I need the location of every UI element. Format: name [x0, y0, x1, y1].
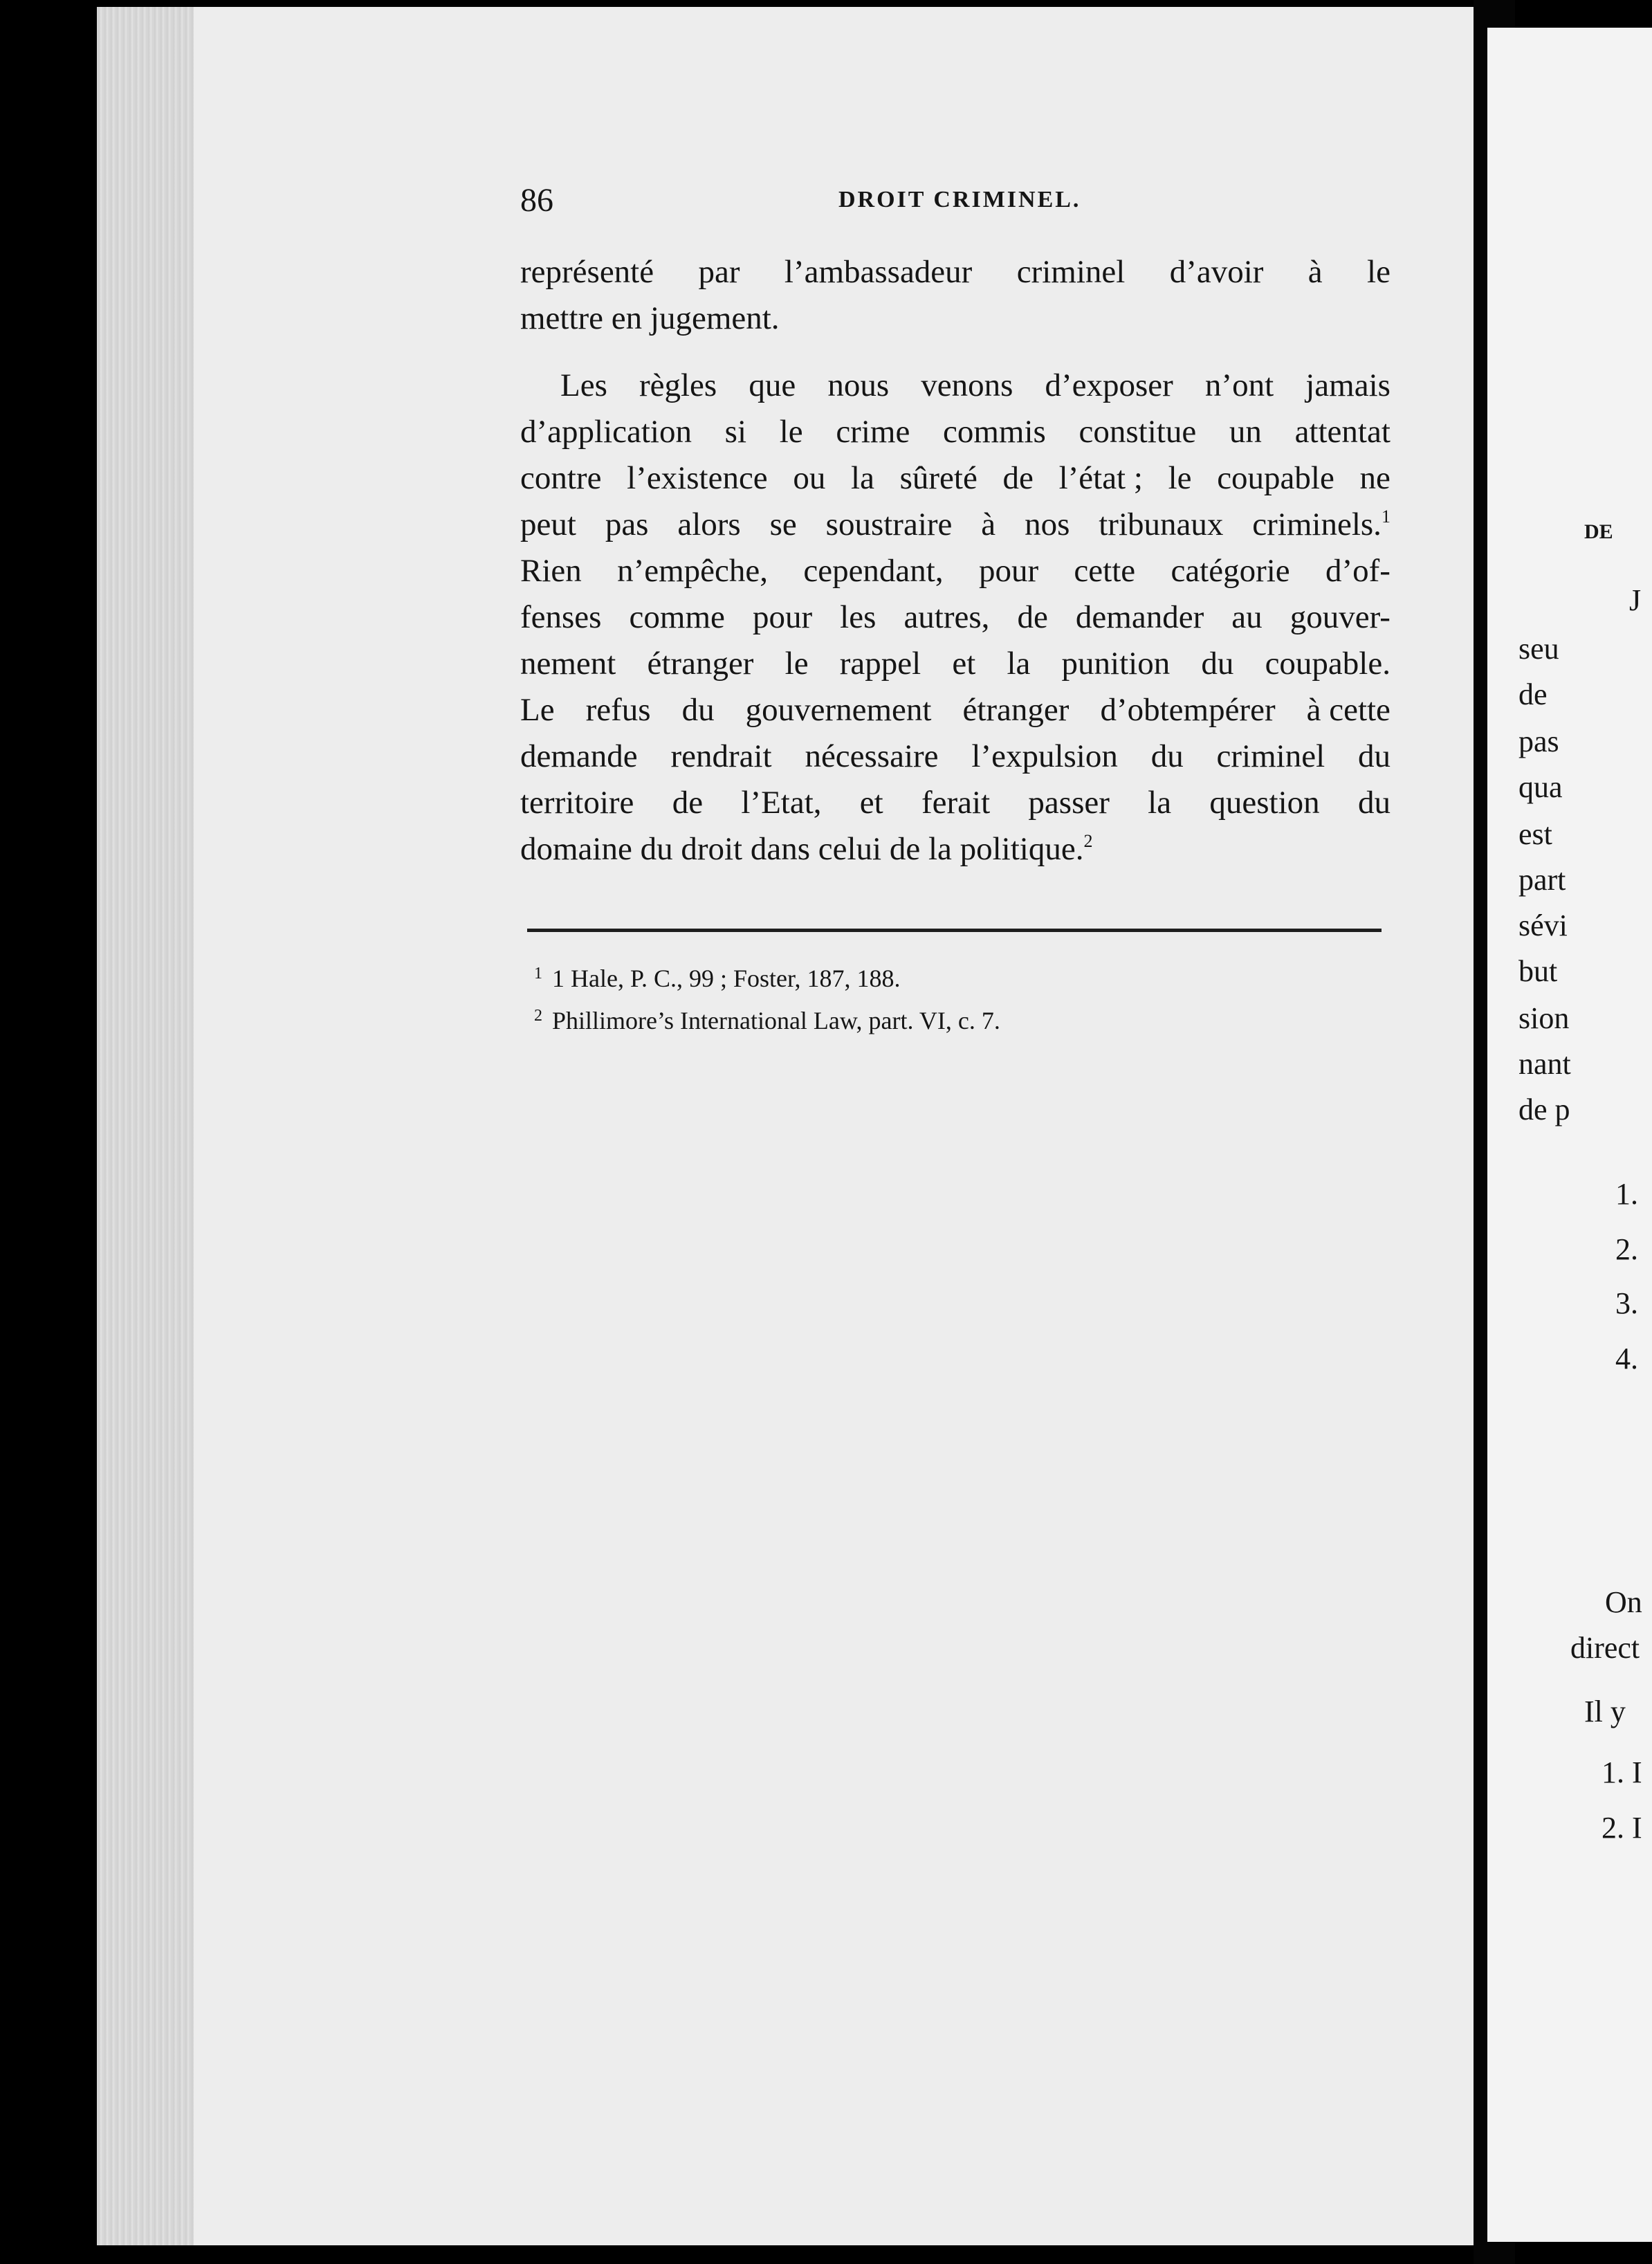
right-page-fragment: de: [1518, 677, 1548, 711]
right-page-fragment: pas: [1518, 724, 1559, 758]
footnote-text: Phillimore’s International Law, part. VI, c. 7.: [552, 1007, 1000, 1034]
word: rendrait: [670, 738, 772, 774]
word: criminel: [1016, 254, 1126, 290]
word: pas: [605, 506, 649, 542]
word: règles: [639, 367, 717, 403]
text-line: [520, 548, 1391, 594]
word: refus: [585, 692, 651, 728]
word: cependant,: [803, 553, 944, 589]
right-page-fragment: est: [1518, 817, 1552, 851]
word: Le: [520, 692, 555, 728]
word: de: [672, 785, 704, 821]
body-text: [520, 249, 1391, 873]
word: du: [1357, 738, 1391, 774]
paragraph-2: [520, 363, 1391, 873]
text-line: [520, 594, 1391, 641]
word: crime: [836, 414, 910, 450]
word: Rien: [520, 553, 582, 589]
page-stack-edge: [97, 7, 194, 2245]
word: la: [851, 460, 874, 496]
text-line: [520, 687, 1391, 733]
word: sûreté: [899, 460, 978, 496]
word: autres,: [903, 599, 990, 635]
text-line: [520, 780, 1391, 826]
word: tribunaux: [1099, 506, 1224, 542]
word: nécessaire: [805, 738, 939, 774]
word: d’of-: [1325, 553, 1391, 589]
word: peut: [520, 506, 576, 542]
text-line: [520, 641, 1391, 687]
word: coupable: [1217, 460, 1334, 496]
text-line: [520, 249, 1391, 295]
word: à: [981, 506, 996, 542]
word: territoire: [520, 785, 634, 821]
footnote-text: 1 Hale, P. C., 99 ; Foster, 187, 188.: [552, 965, 901, 992]
footnote-mark: 1: [534, 965, 542, 983]
word: à: [1307, 254, 1323, 290]
word: constitue: [1079, 414, 1197, 450]
word: coupable.: [1265, 646, 1391, 682]
word: pour: [752, 599, 813, 635]
word: l’existence: [627, 460, 768, 496]
word: par: [698, 254, 740, 290]
word: gouver-: [1290, 599, 1391, 635]
right-page-fragment: 1. I: [1601, 1755, 1642, 1789]
word: se: [769, 506, 797, 542]
word: cette: [1074, 553, 1136, 589]
word: ferait: [921, 785, 991, 821]
word: si: [724, 414, 747, 450]
word: nos: [1025, 506, 1070, 542]
word: question: [1209, 785, 1320, 821]
word: catégorie: [1171, 553, 1290, 589]
text-line: [520, 455, 1391, 502]
right-page-fragment: 4.: [1615, 1342, 1638, 1376]
word: le: [779, 414, 803, 450]
running-head: [520, 181, 1391, 223]
word: gouvernement: [745, 692, 932, 728]
footnote-rule: [527, 929, 1382, 932]
word: le: [1168, 460, 1192, 496]
word: de: [1002, 460, 1034, 496]
word: mettre en jugement.: [520, 300, 780, 336]
word: attentat: [1294, 414, 1391, 450]
text-line: [520, 409, 1391, 455]
word: étranger: [962, 692, 1070, 728]
word: du: [1150, 738, 1184, 774]
right-page-fragment: sévi: [1518, 909, 1568, 942]
word: l’Etat,: [741, 785, 822, 821]
word: au: [1231, 599, 1263, 635]
right-page-fragment: nant: [1518, 1047, 1571, 1081]
word: soustraire: [825, 506, 953, 542]
word: la: [1148, 785, 1172, 821]
word: contre: [520, 460, 602, 496]
word: fenses: [520, 599, 602, 635]
word: criminels.$^1$: [1252, 506, 1391, 542]
word: comme: [629, 599, 725, 635]
text-line: [520, 363, 1391, 409]
word: passer: [1028, 785, 1110, 821]
word: un: [1229, 414, 1262, 450]
right-page-fragment: 1.: [1615, 1177, 1638, 1211]
right-page-fragment: 2. I: [1601, 1811, 1642, 1845]
paragraph-1: [520, 249, 1391, 342]
word: commis: [943, 414, 1046, 450]
right-page-fragment: 3.: [1615, 1286, 1638, 1320]
word: et: [859, 785, 883, 821]
footnote-1: [534, 955, 1385, 997]
word: le: [784, 646, 809, 682]
word: du: [681, 692, 715, 728]
right-page: [1487, 28, 1652, 2242]
word: l’état ;: [1058, 460, 1143, 496]
right-page-fragment: seu: [1518, 632, 1559, 666]
right-page-fragment: Il y: [1584, 1695, 1626, 1728]
word: à cette: [1306, 692, 1391, 728]
footnotes: [534, 955, 1385, 1039]
text-line: [520, 502, 1391, 548]
word: punition: [1061, 646, 1171, 682]
right-page-fragment: On: [1605, 1585, 1642, 1619]
word: du: [1357, 785, 1391, 821]
right-page-fragment: DE: [1584, 520, 1613, 543]
right-page-fragment: qua: [1518, 770, 1563, 804]
word: les: [840, 599, 877, 635]
right-page-fragment: part: [1518, 863, 1566, 897]
text-line: [520, 295, 1391, 342]
right-page-fragment: but: [1518, 954, 1558, 988]
word: représenté: [520, 254, 654, 290]
word: du: [1201, 646, 1234, 682]
right-page-fragment: 2.: [1615, 1232, 1638, 1266]
footnote-2: [534, 997, 1385, 1039]
word: nous: [827, 367, 890, 403]
word: demande: [520, 738, 638, 774]
word: alors: [677, 506, 741, 542]
running-head-title: DROIT CRIMINEL.: [838, 187, 1081, 212]
word: étranger: [647, 646, 754, 682]
text-line: [520, 826, 1391, 873]
word: l’expulsion: [971, 738, 1118, 774]
footnote-reference: 2: [1083, 831, 1093, 851]
right-page-fragment: de p: [1518, 1093, 1570, 1126]
word: demander: [1075, 599, 1204, 635]
right-page-fragment: sion: [1518, 1001, 1570, 1035]
word: de: [1017, 599, 1048, 635]
word: nement: [520, 646, 616, 682]
right-page-fragment: J: [1629, 583, 1642, 617]
word: n’empêche,: [617, 553, 769, 589]
word: d’exposer: [1045, 367, 1173, 403]
word: que: [749, 367, 796, 403]
word: la: [1007, 646, 1031, 682]
footnote-reference: 1: [1381, 506, 1391, 527]
text-line: [520, 733, 1391, 780]
word: ou: [793, 460, 826, 496]
word: Les: [560, 367, 607, 403]
word: d’obtempérer: [1100, 692, 1276, 728]
word: n’ont: [1204, 367, 1274, 403]
word: rappel: [839, 646, 921, 682]
word: domaine du droit dans celui de la politique.$^2$: [520, 831, 1093, 867]
word: criminel: [1216, 738, 1325, 774]
word: le: [1367, 254, 1391, 290]
footnote-mark: 2: [534, 1007, 542, 1025]
right-page-fragment: direct: [1570, 1631, 1640, 1665]
page-number: 86: [520, 182, 553, 219]
word: d’application: [520, 414, 692, 450]
word: l’ambassadeur: [784, 254, 973, 290]
word: venons: [921, 367, 1013, 403]
word: d’avoir: [1169, 254, 1264, 290]
word: ne: [1359, 460, 1391, 496]
word: et: [952, 646, 976, 682]
word: pour: [978, 553, 1039, 589]
word: jamais: [1305, 367, 1391, 403]
